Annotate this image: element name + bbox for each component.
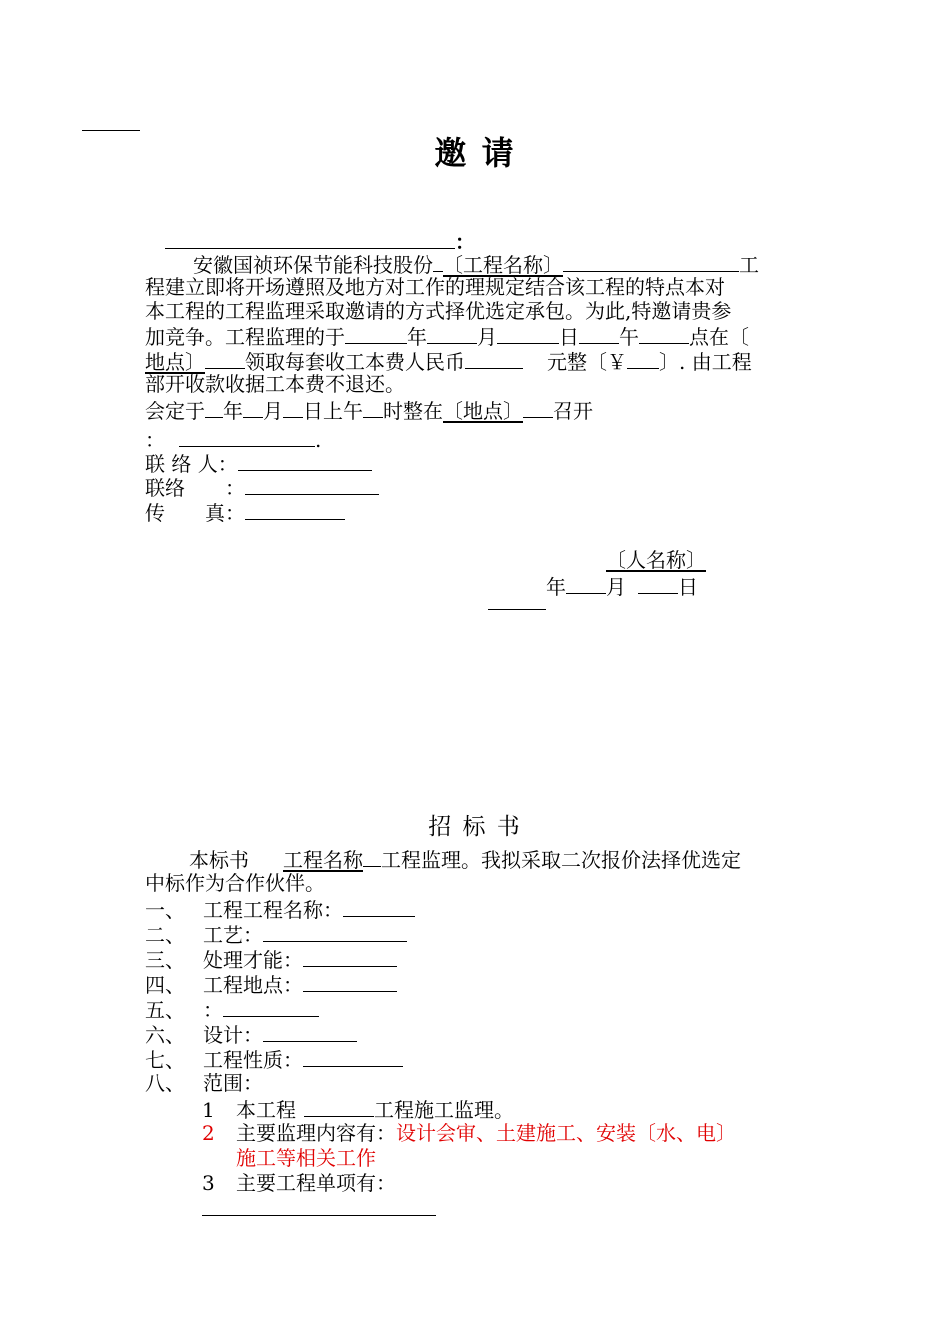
- scope-items-blank: [202, 1215, 436, 1216]
- line4-day: 日: [559, 325, 579, 349]
- item-number: 一、: [145, 898, 185, 922]
- line7-place: 〔地点〕: [443, 399, 523, 423]
- scope-text: 主要监理内容有：: [236, 1121, 396, 1145]
- company-name: 安徽国祯环保节能科技股份: [193, 253, 433, 277]
- item-label: 工艺：: [203, 923, 263, 947]
- item-label: ：: [203, 998, 223, 1022]
- sign-day: 日: [678, 575, 698, 599]
- tender-item-1: [145, 896, 415, 923]
- sign-month: 月: [606, 575, 626, 599]
- scope-item-2-cont: 施工等相关工作: [236, 1146, 376, 1170]
- invite-line-4: [145, 323, 749, 350]
- fax-blank: [245, 499, 345, 520]
- fax-row: [145, 499, 345, 526]
- contact-phone-blank: [245, 474, 379, 495]
- sign-year: 年: [546, 575, 566, 599]
- tender-title: 招 标 书: [428, 814, 522, 840]
- tender-item-4: [145, 971, 397, 998]
- invite-line-7: [145, 397, 593, 424]
- contact-person-row: [145, 450, 372, 477]
- place-placeholder: 地点〕: [145, 350, 205, 374]
- line7-text: 会定于: [145, 399, 205, 423]
- item-number: 三、: [145, 948, 185, 972]
- line1-end: 工: [739, 253, 759, 277]
- project-name-placeholder: 〔工程名称〕: [443, 253, 563, 277]
- scope-item-2: [202, 1121, 736, 1146]
- scope-text: 主要工程单项有：: [236, 1171, 396, 1195]
- invite-line-5: [145, 348, 752, 375]
- scope-text-2: 工程施工监理。: [374, 1098, 514, 1122]
- fee-text: 领取每套收工本费人民币: [245, 350, 465, 374]
- line7-year: 年: [223, 399, 243, 423]
- scope-highlight-text: 设计会审、土建施工、安装〔水、电〕: [396, 1121, 736, 1145]
- scope-text: 本工程: [236, 1098, 296, 1122]
- line4-month: 月: [477, 325, 497, 349]
- contact-phone-label: 联络 ：: [145, 476, 245, 500]
- signature-name: [606, 548, 706, 573]
- tender-item-2: [145, 921, 407, 948]
- addressee-colon: ：: [455, 230, 475, 254]
- invite-line-8: [145, 426, 321, 453]
- intro-text: 本标书: [189, 848, 249, 872]
- fax-label: 传 真：: [145, 501, 245, 525]
- intro-text-2: 工程监理。我拟采取二次报价法择优选定: [381, 848, 741, 872]
- item-number: 六、: [145, 1023, 185, 1047]
- addressee-blank: [165, 228, 455, 249]
- item-label: 工程性质：: [203, 1048, 303, 1072]
- invite-line-2: 程建立即将开场遵照及地方对工作的理规定结合该工程的特点本对: [145, 275, 725, 299]
- item-number: 二、: [145, 923, 185, 947]
- invite-title: 邀 请: [434, 134, 516, 172]
- item-number: 四、: [145, 973, 185, 997]
- tender-item-8: [145, 1071, 263, 1096]
- sign-date-blank: [488, 589, 546, 610]
- line8-dot: .: [315, 428, 322, 452]
- scope-number: 1: [202, 1098, 215, 1122]
- line4-year: 年: [407, 325, 427, 349]
- item-number: 五、: [145, 998, 185, 1022]
- tender-item-7: [145, 1046, 403, 1073]
- item-number: 八、: [145, 1071, 185, 1095]
- signature-date: [488, 573, 698, 600]
- intro-project-placeholder: 工程名称: [283, 848, 363, 872]
- line5-end: 〕. 由工程: [659, 350, 752, 374]
- item-label: 处理才能：: [203, 948, 303, 972]
- invite-line-1: [145, 251, 759, 278]
- line7-month: 月: [263, 399, 283, 423]
- tender-intro-line-1: [145, 846, 741, 873]
- line4-text: 加竞争。工程监理的于: [145, 325, 345, 349]
- contact-phone-row: [145, 474, 379, 501]
- tender-item-6: [145, 1021, 357, 1048]
- item-label: 范围：: [203, 1071, 263, 1095]
- item-label: 工程工程名称：: [203, 898, 343, 922]
- line7-hour: 时整在: [383, 399, 443, 423]
- line4-noon: 午: [619, 325, 639, 349]
- scope-item-3: [202, 1171, 396, 1196]
- yuan-text: 元整〔￥: [547, 350, 627, 374]
- signer-placeholder: 〔人名称〕: [606, 548, 706, 572]
- line7-day: 日上午: [303, 399, 363, 423]
- tender-intro-line-2: 中标作为合作伙伴。: [145, 871, 325, 895]
- item-number: 七、: [145, 1048, 185, 1072]
- tender-item-3: [145, 946, 397, 973]
- contact-person-blank: [238, 450, 372, 471]
- invite-line-6: 部开收款收据工本费不退还。: [145, 372, 405, 396]
- scope-item-1: [202, 1096, 514, 1123]
- line8-colon: ：: [145, 428, 165, 452]
- line7-end: 召开: [553, 399, 593, 423]
- scope-number: 3: [202, 1171, 215, 1195]
- scope-number: 2: [202, 1121, 215, 1145]
- tender-item-5: [145, 996, 319, 1023]
- invite-line-3: 本工程的工程监理采取邀请的方式择优选定承包。为此,特邀请贵参: [145, 299, 732, 323]
- item-label: 工程地点：: [203, 973, 303, 997]
- item-label: 设计：: [203, 1023, 263, 1047]
- contact-person-label: 联 络 人：: [145, 452, 238, 476]
- line4-time: 点在〔: [689, 325, 749, 349]
